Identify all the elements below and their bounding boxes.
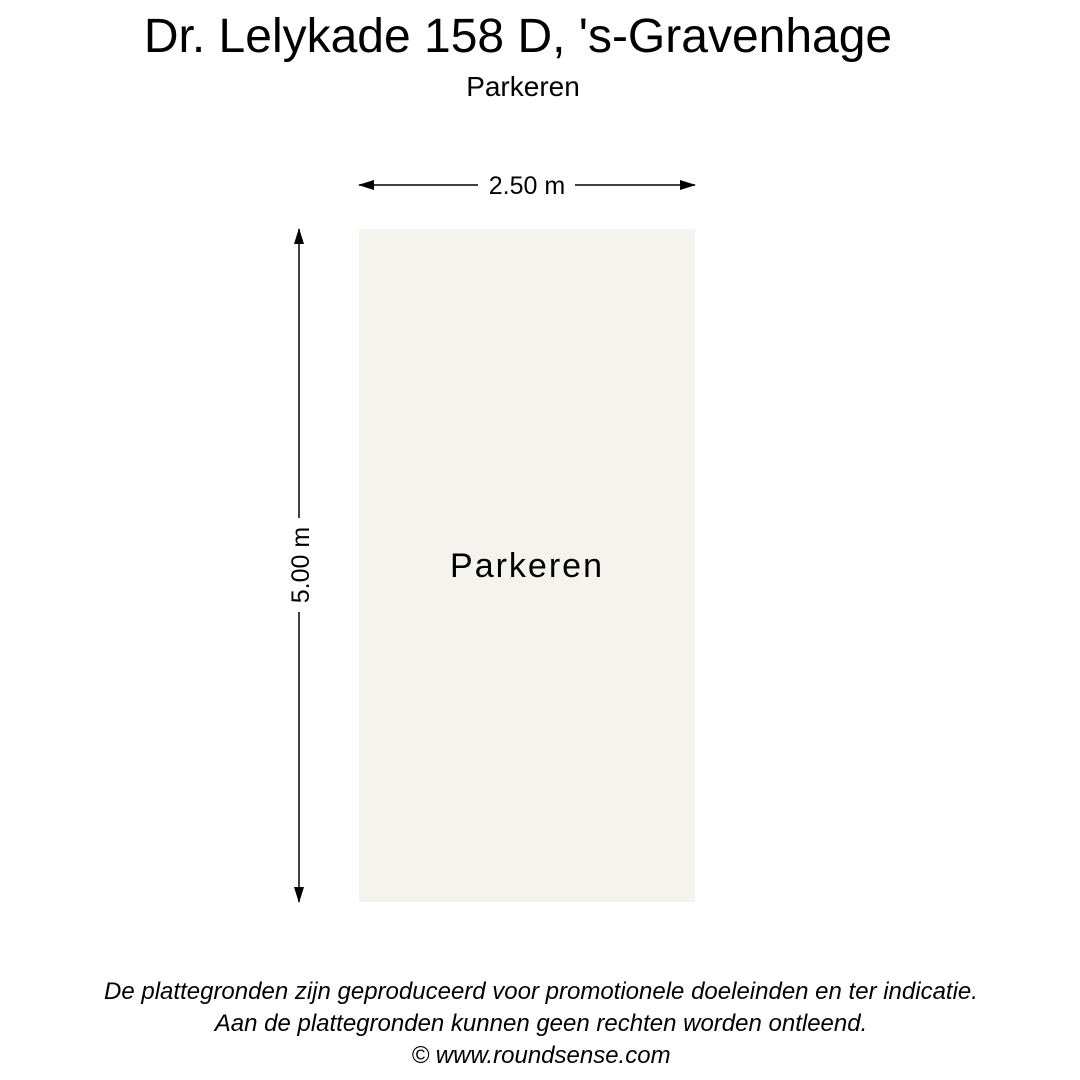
disclaimer-line-1: De plattegronden zijn geproduceerd voor promotionele doeleinden en ter indicatie.	[104, 978, 978, 1005]
width-dimension	[359, 172, 695, 200]
page-subtitle: Parkeren	[466, 71, 580, 102]
page-title: Dr. Lelykade 158 D, 's-Gravenhage	[143, 10, 893, 63]
disclaimer-line-2: Aan de plattegronden kunnen geen rechten worden ontleend.	[214, 1010, 868, 1037]
length-dimension-label: 5.00 m	[287, 526, 315, 604]
room-label: Parkeren	[450, 547, 604, 585]
width-dimension-label: 2.50 m	[488, 172, 566, 200]
disclaimer	[0, 976, 1080, 1072]
length-dimension	[287, 229, 315, 902]
copyright-line: © www.roundsense.com	[411, 1042, 671, 1069]
